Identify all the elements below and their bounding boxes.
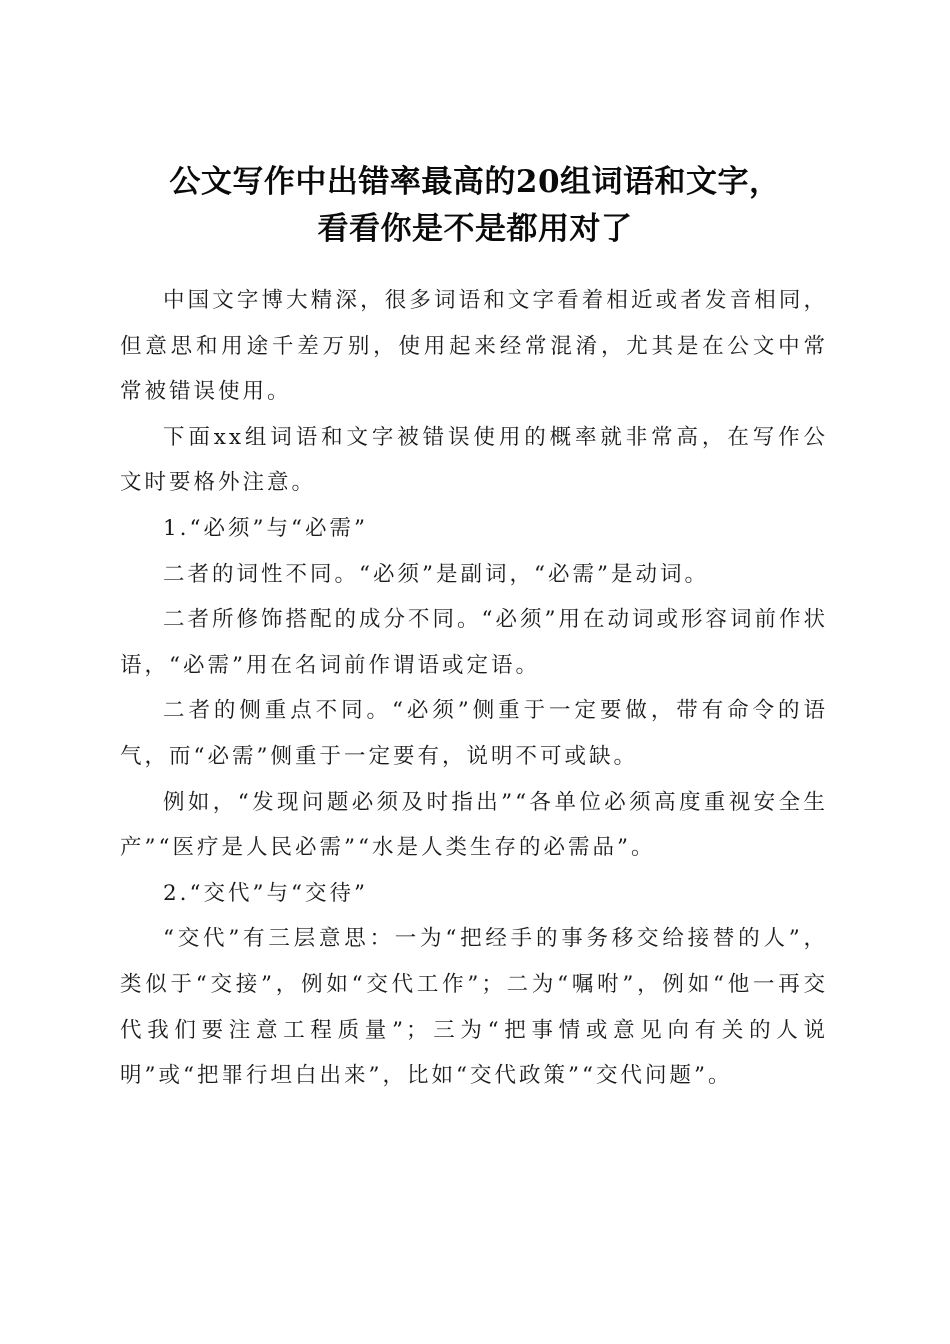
title-line-2: 看看你是不是都用对了 [317,210,633,247]
paragraph-jiaodai-meaning: “交代”有三层意思：一为“把经手的事务移交给接替的人”，类似于“交接”，例如“交代工作”；二为“嘱咐”，例如“他一再交代我们要注意工程质量”；三为“把事情或意见向有关的人说明”或“把罪行坦白出来”，比如“交代政策”“交代问题”。 [120,926,828,1089]
paragraph-part-of-speech: 二者的词性不同。“必须”是副词，“必需”是动词。 [163,561,709,587]
paragraph-intro: 中国文字博大精深，很多词语和文字看着相近或者发音相同，但意思和用途千差万别，使用起来经常混淆，尤其是在公文中常常被错误使用。 [120,288,828,405]
document-title [90,159,860,253]
paragraph-modifier: 二者所修饰搭配的成分不同。“必须”用在动词或形容词前作状语，“必需”用在名词前作谓语或定语。 [120,607,828,678]
section-heading-2: 2.“交代”与“交待” [163,880,368,906]
paragraph-notice: 下面xx组词语和文字被错误使用的概率就非常高，在写作公文时要格外注意。 [120,424,828,496]
paragraph-emphasis: 二者的侧重点不同。“必须”侧重于一定要做，带有命令的语气，而“必需”侧重于一定要有，说明不可或缺。 [120,698,828,769]
document-body [120,278,828,1099]
paragraph-examples: 例如，“发现问题必须及时指出”“各单位必须高度重视安全生产”“医疗是人民必需”“水是人类生存的必需品”。 [120,789,828,861]
section-heading-1: 1.“必须”与“必需” [163,515,368,541]
title-line-1: 公文写作中出错率最高的20组词语和文字， [169,163,781,200]
